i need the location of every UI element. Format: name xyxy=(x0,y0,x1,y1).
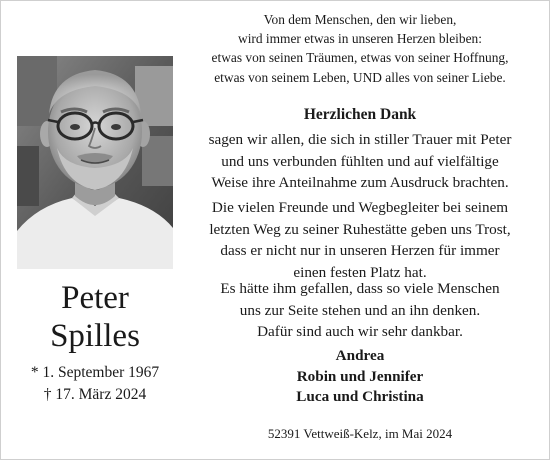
paragraph-line: Weise ihre Anteilnahme zum Ausdruck brachten. xyxy=(211,174,509,191)
signer: Andrea xyxy=(335,347,385,364)
paragraph-line: und uns verbunden fühlten und auf vielfältige xyxy=(221,152,499,170)
deceased-first-name: Peter xyxy=(61,280,129,316)
paragraph-line: Dafür sind auch wir sehr dankbar. xyxy=(257,323,463,340)
thanks-paragraph-3 xyxy=(180,278,540,343)
paragraph-line: sagen wir allen, die sich in stiller Trauer mit Peter xyxy=(208,131,512,148)
paragraph-line: dass er nicht nur in unseren Herzen für immer xyxy=(220,242,500,259)
signer: Luca und Christina xyxy=(296,388,424,405)
thanks-paragraph-2 xyxy=(180,197,540,283)
signers xyxy=(180,346,540,408)
paragraph-line: Es hätte ihm gefallen, dass so viele Menschen xyxy=(220,280,500,297)
paragraph-line: uns zur Seite stehen und an ihn denken. xyxy=(239,301,481,319)
poem-line: etwas von seinen Träumen, etwas von seiner Hoffnung, xyxy=(211,50,509,66)
poem-line: Von dem Menschen, den wir lieben, xyxy=(263,12,457,27)
signer: Robin und Jennifer xyxy=(296,367,424,385)
portrait-photo xyxy=(17,56,173,269)
poem-line: etwas von seinem Leben, UND alles von seiner Liebe. xyxy=(214,69,506,85)
thanks-heading: Herzlichen Dank xyxy=(303,106,417,123)
death-date: † 17. März 2024 xyxy=(43,386,147,403)
paragraph-line: einen festen Platz hat. xyxy=(293,263,427,281)
paragraph-line: letzten Weg zu seiner Ruhestätte geben uns Trost, xyxy=(209,220,511,238)
poem-line: wird immer etwas in unseren Herzen bleiben: xyxy=(238,31,482,47)
place-date: 52391 Vettweiß-Kelz, im Mai 2024 xyxy=(267,426,453,441)
paragraph-line: Die vielen Freunde und Wegbegleiter bei seinem xyxy=(211,199,509,216)
poem xyxy=(180,10,540,87)
birth-date: * 1. September 1967 xyxy=(30,364,160,381)
thanks-paragraph-1 xyxy=(180,129,540,194)
deceased-last-name: Spilles xyxy=(50,318,140,354)
